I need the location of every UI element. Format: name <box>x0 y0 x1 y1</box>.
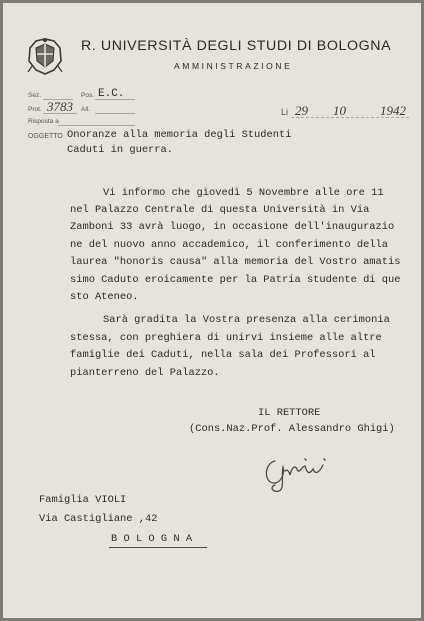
letterhead-subtitle: AMMINISTRAZIONE <box>174 61 293 71</box>
recipient-city: B O L O G N A <box>111 533 193 545</box>
body-line: pianterreno del Palazzo. <box>70 367 220 379</box>
pos-label: Pos. <box>81 92 95 99</box>
prot-label: Prot. <box>28 106 42 113</box>
recipient-street: Via Castigliane ,42 <box>39 513 158 525</box>
oggetto-label: OGGETTO <box>28 133 63 140</box>
university-crest-icon <box>26 36 64 76</box>
date-line <box>291 117 409 118</box>
risposta-label: Risposta a <box>28 118 59 125</box>
pos-value: E.C. <box>98 88 125 100</box>
risposta-line <box>58 125 135 126</box>
date-year: 1942 <box>380 103 406 118</box>
prot-number: 3783 <box>47 99 73 114</box>
body-line: sto Ateneo. <box>70 291 139 303</box>
subject-line-1: Onoranze alla memoria degli Studenti <box>67 129 292 141</box>
letter-sheet <box>3 3 421 618</box>
body-line: famiglie dei Caduti, nella sala dei Professori al <box>70 349 376 361</box>
signatory-role: IL RETTORE <box>258 407 321 419</box>
date-day: 29 <box>295 103 308 118</box>
date-month: 10 <box>333 103 346 118</box>
body-line: Zamboni 33 avrà luogo, in occasione dell'inaugurazio <box>70 221 395 233</box>
handwritten-signature <box>261 453 341 493</box>
all-line <box>95 113 135 114</box>
letterhead-title: R. UNIVERSITÀ DEGLI STUDI DI BOLOGNA <box>81 38 392 54</box>
body-line: Vi informo che giovedì 5 Novembre alle ore 11 <box>103 187 384 199</box>
sez-label: Sez. <box>28 92 42 99</box>
body-line: Sarà gradita la Vostra presenza alla cerimonia <box>103 314 390 326</box>
all-label: All. <box>81 106 91 113</box>
body-line: laurea "honoris causa" alla memoria del Vostro amatis <box>70 256 401 268</box>
body-line: simo Caduto eroicamente per la Patria studente di que <box>70 274 401 286</box>
subject-line-2: Caduti in guerra. <box>67 144 174 156</box>
body-line: nel Palazzo Centrale di questa Università in Via <box>70 204 370 216</box>
recipient-city-underline <box>109 547 207 548</box>
date-li-label: Li <box>281 107 289 117</box>
pos-line <box>95 99 135 100</box>
recipient-name: Famiglia VIOLI <box>39 494 127 506</box>
body-line: stessa, con preghiera di unirvi insieme alle altre <box>70 332 382 344</box>
body-line: ne del nuovo anno accademico, il conferimento della <box>70 239 389 251</box>
prot-line <box>43 113 77 114</box>
signatory-name: (Cons.Naz.Prof. Alessandro Ghigi) <box>189 423 395 435</box>
